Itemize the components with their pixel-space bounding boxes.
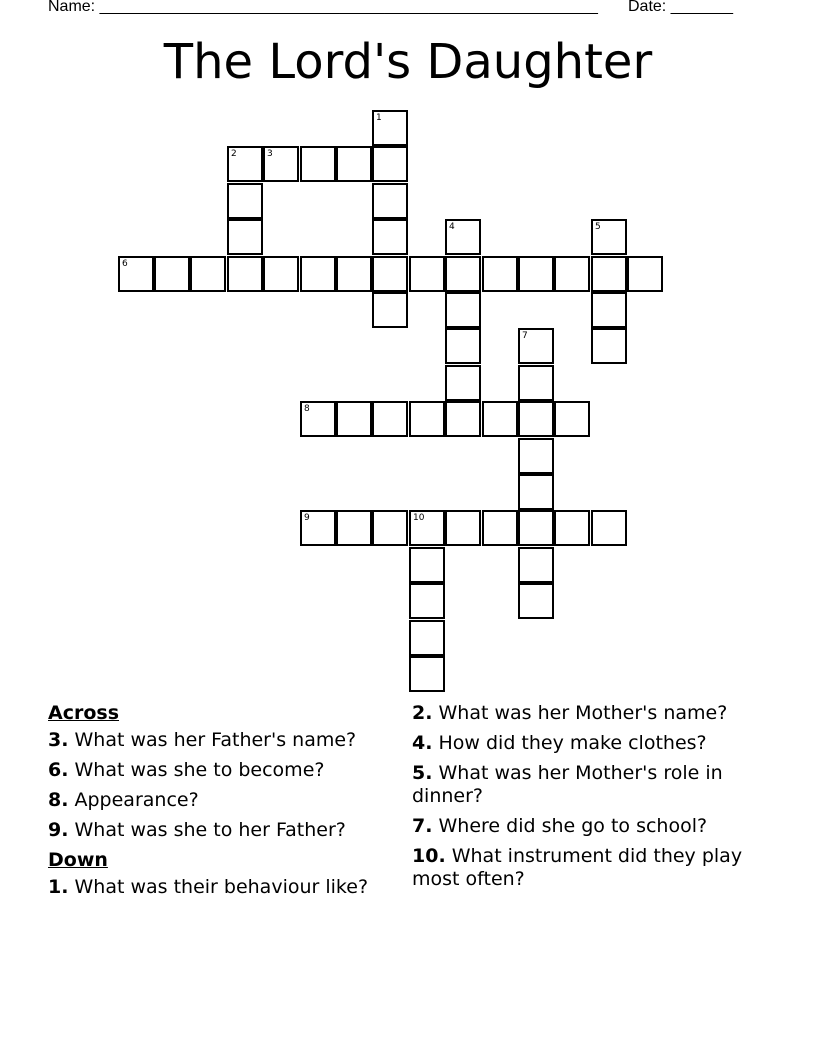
grid-cell[interactable] [445, 328, 481, 364]
grid-cell[interactable] [336, 146, 372, 182]
clue-text: What was she to become? [74, 759, 325, 781]
clue-down-2 [412, 702, 752, 725]
clue-text: What was her Mother's role in dinner? [412, 762, 723, 807]
grid-cell[interactable] [554, 401, 590, 437]
grid-cell[interactable] [591, 256, 627, 292]
grid-cell[interactable] [409, 620, 445, 656]
grid-cell[interactable] [227, 183, 263, 219]
clue-number: 10. [412, 845, 446, 867]
grid-cell[interactable] [482, 510, 518, 546]
grid-cell[interactable] [336, 256, 372, 292]
clue-number: 4. [412, 732, 433, 754]
clue-number: 6. [48, 759, 69, 781]
grid-cell[interactable] [409, 510, 445, 546]
cell-number: 1 [376, 113, 382, 123]
grid-cell[interactable] [336, 510, 372, 546]
page-title: The Lord's Daughter [163, 34, 653, 90]
cell-number: 6 [122, 259, 128, 269]
clue-text: What was her Father's name? [74, 729, 357, 751]
grid-cell[interactable] [409, 656, 445, 692]
clue-down-1 [48, 876, 393, 899]
grid-cell[interactable] [591, 510, 627, 546]
clues-right-column [412, 702, 752, 898]
clue-text: What was their behaviour like? [74, 876, 369, 898]
grid-cell[interactable] [263, 146, 299, 182]
grid-cell[interactable] [190, 256, 226, 292]
grid-cell[interactable] [227, 219, 263, 255]
cell-number: 9 [304, 513, 310, 523]
grid-cell[interactable] [518, 401, 554, 437]
clue-number: 5. [412, 762, 433, 784]
clue-across-6 [48, 759, 393, 782]
grid-cell[interactable] [518, 547, 554, 583]
grid-cell[interactable] [300, 256, 336, 292]
grid-cell[interactable] [518, 510, 554, 546]
grid-cell[interactable] [409, 256, 445, 292]
grid-cell[interactable] [554, 256, 590, 292]
grid-cell[interactable] [118, 256, 154, 292]
grid-cell[interactable] [227, 256, 263, 292]
grid-cell[interactable] [227, 146, 263, 182]
grid-cell[interactable] [154, 256, 190, 292]
clue-text: What was her Mother's name? [438, 702, 728, 724]
grid-cell[interactable] [372, 146, 408, 182]
cell-number: 10 [413, 513, 425, 523]
grid-cell[interactable] [300, 510, 336, 546]
clue-down-10 [412, 845, 752, 891]
grid-cell[interactable] [372, 256, 408, 292]
clue-down-4 [412, 732, 752, 755]
grid-cell[interactable] [591, 219, 627, 255]
clue-text: What instrument did they play most often? [412, 845, 743, 890]
grid-cell[interactable] [518, 583, 554, 619]
grid-cell[interactable] [518, 256, 554, 292]
grid-cell[interactable] [372, 219, 408, 255]
grid-cell[interactable] [518, 328, 554, 364]
grid-cell[interactable] [554, 510, 590, 546]
clue-text: Appearance? [74, 789, 199, 811]
grid-cell[interactable] [300, 401, 336, 437]
grid-cell[interactable] [409, 583, 445, 619]
cell-number: 5 [595, 222, 601, 232]
grid-cell[interactable] [518, 365, 554, 401]
grid-cell[interactable] [372, 183, 408, 219]
across-heading: Across [48, 702, 120, 724]
date-field-label: Date: _______ [628, 0, 733, 15]
grid-cell[interactable] [372, 510, 408, 546]
grid-cell[interactable] [445, 292, 481, 328]
clue-number: 7. [412, 815, 433, 837]
grid-cell[interactable] [372, 292, 408, 328]
down-heading: Down [48, 849, 108, 871]
cell-number: 8 [304, 404, 310, 414]
clue-text: Where did she go to school? [438, 815, 708, 837]
cell-number: 4 [449, 222, 455, 232]
cell-number: 7 [522, 331, 528, 341]
clue-down-7 [412, 815, 752, 838]
clue-text: What was she to her Father? [74, 819, 346, 841]
grid-cell[interactable] [409, 547, 445, 583]
grid-cell[interactable] [518, 474, 554, 510]
grid-cell[interactable] [445, 219, 481, 255]
grid-cell[interactable] [591, 292, 627, 328]
cell-number: 3 [267, 149, 273, 159]
clue-number: 8. [48, 789, 69, 811]
grid-cell[interactable] [482, 256, 518, 292]
grid-cell[interactable] [445, 365, 481, 401]
grid-cell[interactable] [372, 110, 408, 146]
clue-across-9 [48, 819, 393, 842]
clue-number: 3. [48, 729, 69, 751]
grid-cell[interactable] [518, 438, 554, 474]
clue-number: 1. [48, 876, 69, 898]
grid-cell[interactable] [300, 146, 336, 182]
clue-number: 2. [412, 702, 433, 724]
grid-cell[interactable] [445, 510, 481, 546]
grid-cell[interactable] [482, 401, 518, 437]
name-field-label: Name: ________________________________________________________ [48, 0, 598, 15]
clue-text: How did they make clothes? [438, 732, 707, 754]
grid-cell[interactable] [336, 401, 372, 437]
grid-cell[interactable] [445, 401, 481, 437]
grid-cell[interactable] [445, 256, 481, 292]
clues-left-column [48, 702, 393, 906]
clue-across-3 [48, 729, 393, 752]
clue-across-8 [48, 789, 393, 812]
grid-cell[interactable] [409, 401, 445, 437]
cell-number: 2 [231, 149, 237, 159]
grid-cell[interactable] [372, 401, 408, 437]
grid-cell[interactable] [627, 256, 663, 292]
clue-number: 9. [48, 819, 69, 841]
clue-down-5 [412, 762, 752, 808]
grid-cell[interactable] [591, 328, 627, 364]
grid-cell[interactable] [263, 256, 299, 292]
